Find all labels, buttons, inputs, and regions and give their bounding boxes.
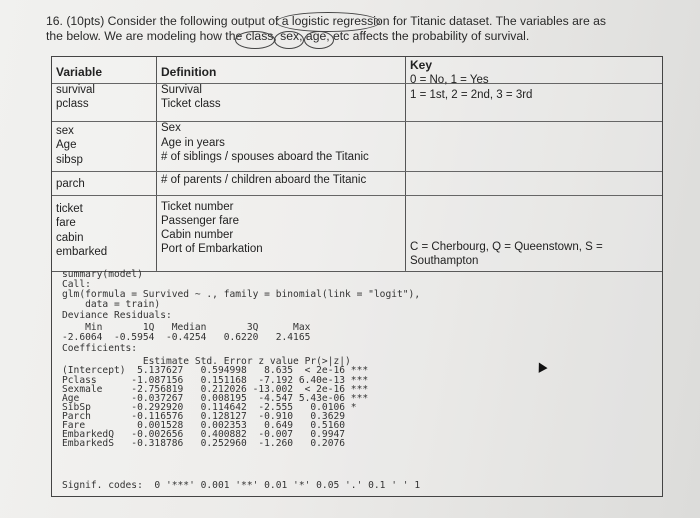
header-definition: Definition (161, 65, 217, 79)
r-output-line: glm(formula = Survived ~ ., family = binomial(link = "logit"), (62, 289, 421, 300)
table-row-variable: sibsp (56, 154, 83, 166)
table-row-definition: # of parents / children aboard the Titanic (161, 174, 367, 186)
r-output-line: EmbarkedQ -0.002656 0.400882 -0.007 0.9947 (62, 429, 346, 440)
r-output-line: Estimate Std. Error z value Pr(>|z|) (62, 356, 351, 367)
header-variable: Variable (56, 65, 103, 79)
table-row-variable: cabin (56, 232, 84, 244)
table-row-variable: survival (56, 84, 95, 96)
table-row-definition: Ticket class (161, 98, 221, 110)
signif-codes: Signif. codes: 0 '***' 0.001 '**' 0.01 '*' 0.05 '.' 0.1 ' ' 1 (62, 480, 421, 491)
table-row-key-continued: Southampton (410, 255, 479, 267)
r-output-line: Call: (62, 279, 91, 290)
table-row-definition: # of siblings / spouses aboard the Titanic (161, 151, 369, 163)
question-line-1: 16. (10pts) Consider the following output of a logistic regression for Titanic dataset. The variables are as (46, 14, 607, 28)
r-output-line: Pclass -1.087156 0.151168 -7.192 6.40e-13 *** (62, 375, 369, 386)
table-row-variable: embarked (56, 246, 108, 258)
table-row-variable: sex (56, 125, 74, 137)
table-row-definition: Cabin number (161, 229, 234, 241)
r-output-line: Fare 0.001528 0.002353 0.649 0.5160 (62, 420, 346, 431)
table-row-definition: Sex (161, 122, 181, 134)
handwritten-circle-class (235, 31, 275, 49)
r-output-line: EmbarkedS -0.318786 0.252960 -1.260 0.2076 (62, 438, 346, 449)
table-row-definition: Ticket number (161, 201, 234, 213)
r-output-line: Coefficients: (62, 343, 138, 354)
question-line-2: the below. We are modeling how the class, sex, age, etc affects the probability of survival. (46, 29, 530, 43)
table-row-variable: pclass (56, 98, 89, 110)
r-output-line: data = train) (62, 299, 161, 310)
table-row-variable: Age (56, 139, 77, 151)
handwritten-circle-logistic-regression (276, 12, 380, 32)
table-row-definition: Port of Embarkation (161, 243, 263, 255)
handwritten-circle-sex (274, 31, 304, 49)
table-row-key: 0 = No, 1 = Yes (410, 74, 489, 86)
variable-definition-table (51, 56, 663, 272)
header-key: Key (410, 58, 433, 72)
table-row-definition: Age in years (161, 137, 225, 149)
table-row-variable: parch (56, 178, 85, 190)
table-row-key: 1 = 1st, 2 = 2nd, 3 = 3rd (410, 89, 533, 101)
r-output-line: Parch -0.116576 0.128127 -0.910 0.3629 (62, 411, 346, 422)
r-output-line: Sexmale -2.756819 0.212026 -13.002 < 2e-16 *** (62, 384, 369, 395)
table-row-variable: ticket (56, 203, 83, 215)
table-row-definition: Passenger fare (161, 215, 239, 227)
r-output-line: -2.6064 -0.5954 -0.4254 0.6220 2.4165 (62, 332, 311, 343)
r-output-line: Age -0.037267 0.008195 -4.547 5.43e-06 *** (62, 393, 369, 404)
r-output-line: Deviance Residuals: (62, 310, 172, 321)
r-output-line: SibSp -0.292920 0.114642 -2.555 0.0106 * (62, 402, 357, 413)
r-output-line: Min 1Q Median 3Q Max (62, 322, 311, 333)
table-row-variable: fare (56, 217, 76, 229)
r-output-line: summary(model) (62, 269, 143, 280)
r-output-panel (51, 270, 663, 497)
table-row-definition: Survival (161, 84, 202, 96)
table-row-key: C = Cherbourg, Q = Queenstown, S = (410, 241, 603, 253)
r-output-line: (Intercept) 5.137627 0.594998 8.635 < 2e-16 *** (62, 365, 369, 376)
handwritten-circle-age (304, 31, 334, 49)
